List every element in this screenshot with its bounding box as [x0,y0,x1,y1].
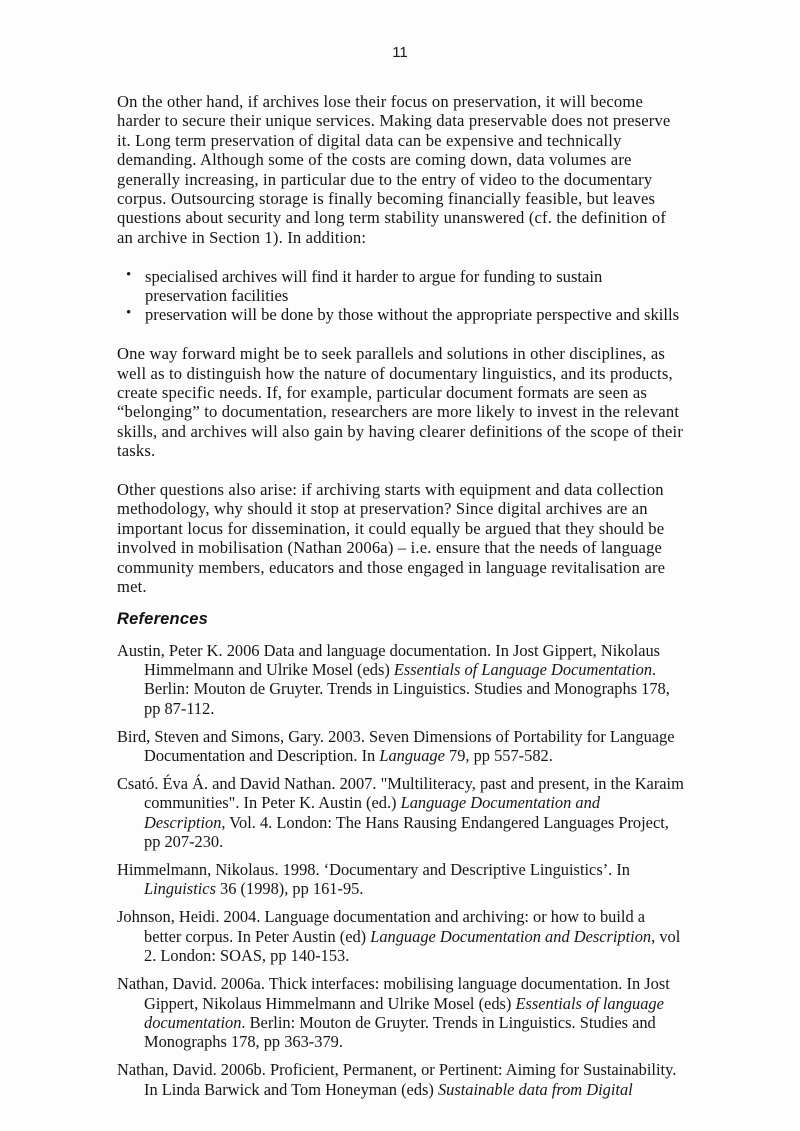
paragraph-on-the-other-hand: On the other hand, if archives lose their focus on preservation, it will become harder to secure their unique services. Making data preservable does not preserve it. Long term preservation of digital data can be expensive and technically demanding. Although some of the costs are coming down, data volumes are generally increasing, in particular due to the entry of video to the documentary corpus. Outsourcing storage is finally becoming financially feasible, but leaves questions about security and long term stability unanswered (cf. the definition of an archive in Section 1). In addition: [117,92,671,247]
paragraph-other-questions: Other questions also arise: if archiving starts with equipment and data collection methodology, why should it stop at preservation? Since digital archives are an important locus for dissemination, it could equally be argued that they should be involved in mobilisation (Nathan 2006a) – i.e. ensure that the needs of language community members, educators and those engaged in language revitalisation are met. [117,480,666,597]
reference-entry [117,1060,685,1099]
references-list [117,641,685,1100]
paragraph-one-way-forward: One way forward might be to seek parallels and solutions in other disciplines, as well as to distinguish how the nature of documentary linguistics, and its products, create specific needs. If, for example, particular document formats are seen as “belonging” to documentation, researchers are more likely to invest in the relevant skills, and archives will also gain by having clearer definitions of the scope of their tasks. [117,344,684,461]
paragraph-spacer [117,461,685,480]
reference-entry [117,907,685,965]
paragraph-spacer [117,247,685,266]
bullet-list [117,267,685,325]
reference-text-prefix: Bird, Steven and Simons, Gary. 2003. Seven Dimensions of Portability for Language Documentation and Description. In [117,726,675,766]
reference-text-suffix: 36 (1998), pp 161-95. [215,879,364,899]
reference-text-prefix: Austin, Peter K. 2006 Data and language documentation. In Jost Gippert, Nikolaus Himmelmann and Ulrike Mosel (eds) [117,640,661,679]
page-number: 11 [392,44,408,61]
reference-text-suffix: . Berlin: Mouton de Gruyter. Trends in Linguistics. Studies and Monographs 178, pp 87-112. [144,659,670,718]
reference-text-prefix: Csató. Éva Á. and David Nathan. 2007. "Multiliteracy, past and present, in the Karaim communities". In Peter K. Austin (ed.) [117,773,684,813]
reference-title-italic: Essentials of Language Documentation [393,659,653,679]
reference-text-prefix: Johnson, Heidi. 2004. Language documentation and archiving: or how to build a better corpus. In Peter Austin (ed) [117,907,646,946]
references-heading: References [117,609,208,628]
reference-text-prefix: Nathan, David. 2006a. Thick interfaces: mobilising language documentation. In Jost Gippert, Nikolaus Himmelmann and Ulrike Mosel (eds) [117,974,670,1013]
reference-entry [117,641,685,719]
reference-title-italic: Language Documentation and Description [370,926,652,946]
reference-text-suffix: , Vol. 4. London: The Hans Rausing Endangered Languages Project, pp 207-230. [144,812,669,852]
list-item-label: specialised archives will find it harder to argue for funding to sustain preservation facilities [145,266,603,306]
reference-text-suffix: 79, pp 557-582. [444,746,553,766]
reference-title-italic: Linguistics [144,879,216,899]
reference-text-suffix: , vol 2. London: SOAS, pp 140-153. [144,926,681,966]
section-spacer [117,597,685,609]
reference-title-italic: Essentials of language documentation [144,993,664,1032]
reference-entry [117,860,685,899]
reference-text-prefix: Himmelmann, Nikolaus. 1998. ‘Documentary and Descriptive Linguistics’. In [117,860,631,880]
list-item [117,305,685,324]
heading-spacer [117,629,685,641]
reference-entry [117,727,685,766]
reference-title-italic: Language [379,746,445,766]
page-content [117,92,685,1099]
reference-entry [117,974,685,1052]
reference-title-italic: Language Documentation and Description [144,793,601,832]
list-item-label: preservation will be done by those without the appropriate perspective and skills [145,305,680,325]
bullet-icon: • [126,266,132,283]
reference-text-prefix: Nathan, David. 2006b. Proficient, Permanent, or Pertinent: Aiming for Sustainability. In Linda Barwick and Tom Honeyman (eds) [117,1060,677,1099]
reference-text-suffix: . Berlin: Mouton de Gruyter. Trends in Linguistics. Studies and Monographs 178, pp 363-379. [144,1012,656,1052]
reference-entry [117,774,685,852]
bullet-icon: • [126,305,132,322]
list-item [117,267,685,306]
paragraph-spacer [117,325,685,344]
reference-title-italic: Sustainable data from Digital [437,1079,633,1099]
